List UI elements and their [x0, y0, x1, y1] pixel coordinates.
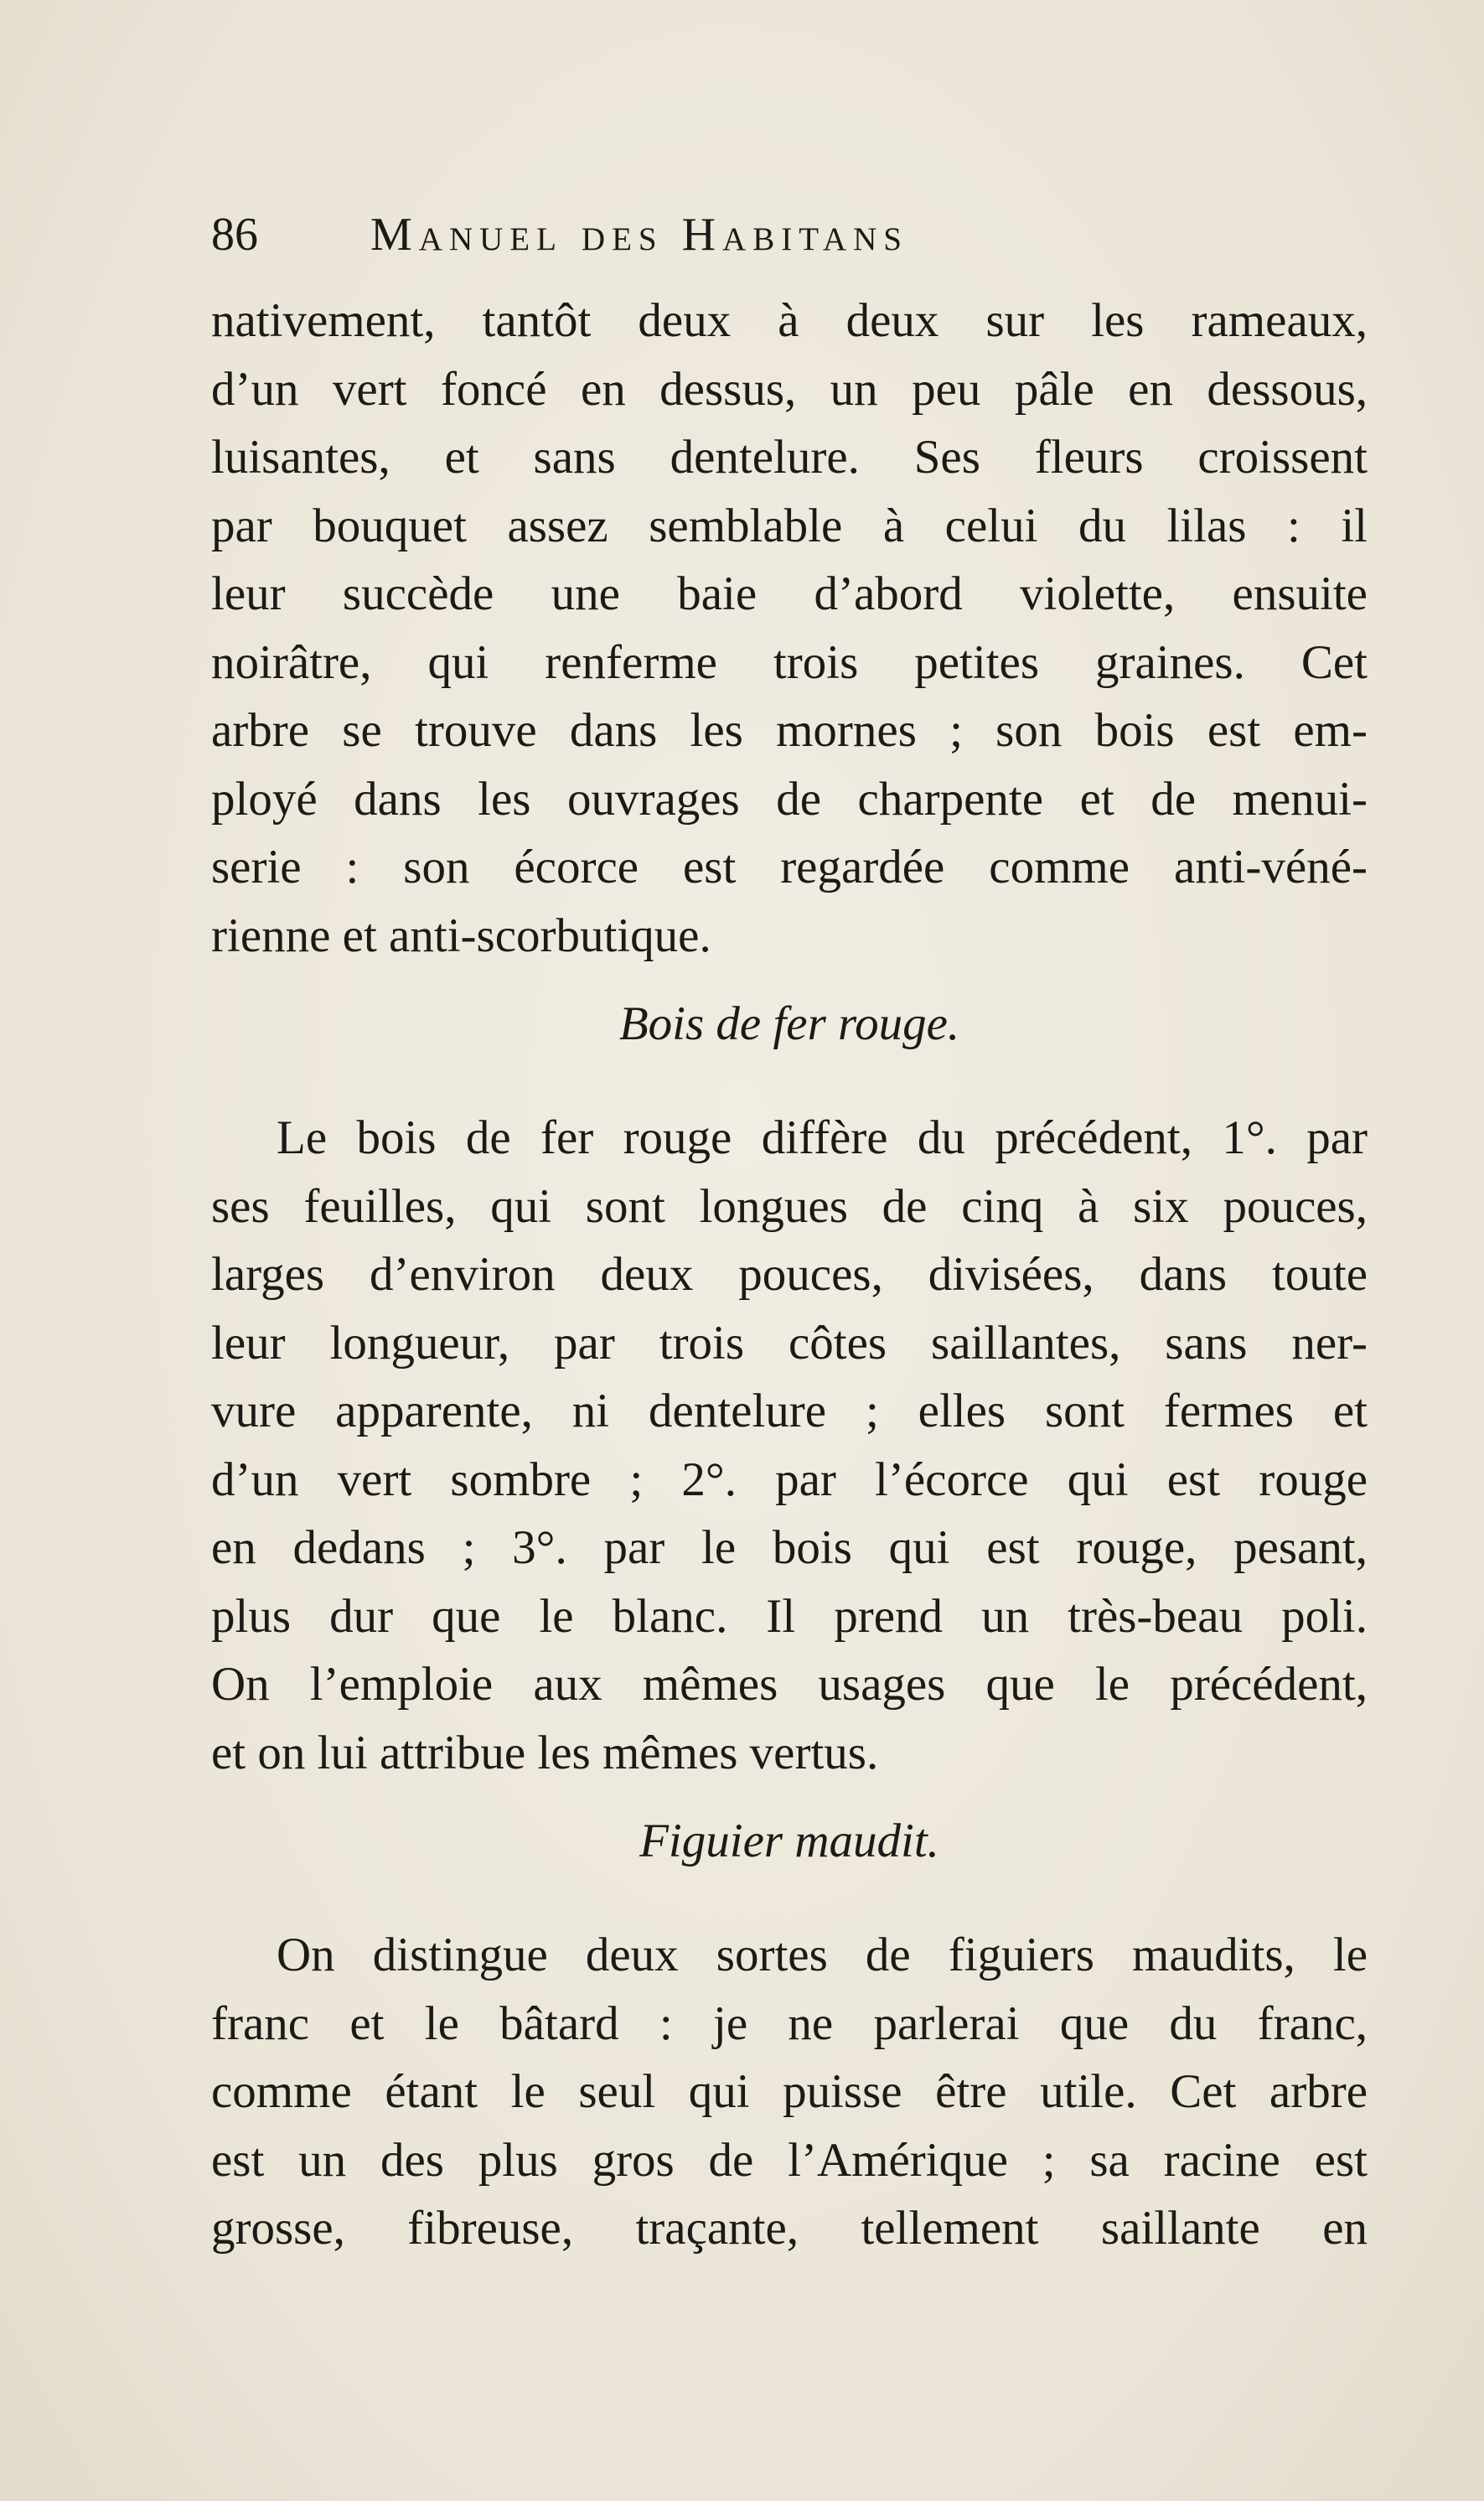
- text-line: luisantes, et sans dentelure. Ses fleurs croissent: [211, 431, 1368, 484]
- page-header: [211, 201, 1384, 268]
- text-line: On l’emploie aux mêmes usages que le précédent,: [211, 1658, 1368, 1711]
- page-number: 86: [211, 209, 258, 261]
- text-line: nativement, tantôt deux à deux sur les rameaux,: [211, 294, 1368, 347]
- text-line: comme étant le seul qui puisse être utile. Cet arbre: [211, 2065, 1368, 2118]
- text-line: rienne et anti-scorbutique.: [211, 909, 711, 962]
- text-line: serie : son écorce est regardée comme anti-véné-: [211, 841, 1368, 893]
- text-line: arbre se trouve dans les mornes ; son bois est em-: [211, 704, 1368, 757]
- text-line: leur succède une baie d’abord violette, ensuite: [211, 567, 1368, 620]
- section-heading-figuier-maudit: Figuier maudit.: [639, 1815, 939, 1867]
- text-line: franc et le bâtard : je ne parlerai que du franc,: [211, 1996, 1368, 2050]
- text-line: grosse, fibreuse, traçante, tellement saillante en: [211, 2202, 1368, 2255]
- text-line: d’un vert foncé en dessus, un peu pâle en dessous,: [211, 362, 1368, 416]
- text-line: Le bois de fer rouge diffère du précédent, 1°. par: [277, 1111, 1368, 1164]
- text-line: et on lui attribue les mêmes vertus.: [211, 1726, 879, 1779]
- text-line: vure apparente, ni dentelure ; elles sont fermes et: [211, 1385, 1368, 1437]
- text-line: en dedans ; 3°. par le bois qui est rouge, pesant,: [211, 1521, 1368, 1574]
- section-figuier-maudit: [211, 1921, 1368, 2263]
- section-heading-bois-de-fer-rouge: Bois de fer rouge.: [618, 997, 960, 1050]
- text-line: est un des plus gros de l’Amérique ; sa racine est: [211, 2133, 1368, 2187]
- text-line: ses feuilles, qui sont longues de cinq à six pouces,: [211, 1179, 1368, 1233]
- section-bois-de-fer-rouge: [211, 1104, 1368, 1787]
- text-block: [211, 287, 1368, 2263]
- section-continuation: [211, 287, 1368, 970]
- text-line: larges d’environ deux pouces, divisées, dans toute: [211, 1248, 1368, 1301]
- text-line: On distingue deux sortes de figuiers maudits, le: [277, 1929, 1368, 1981]
- text-line: d’un vert sombre ; 2°. par l’écorce qui est rouge: [211, 1452, 1368, 1506]
- text-line: noirâtre, qui renferme trois petites graines. Cet: [211, 635, 1368, 689]
- text-line: plus dur que le blanc. Il prend un très-beau poli.: [211, 1589, 1368, 1643]
- text-line: ployé dans les ouvrages de charpente et de menui-: [211, 772, 1368, 826]
- text-line: par bouquet assez semblable à celui du lilas : il: [211, 499, 1368, 552]
- running-head: Manuel des Habitans: [370, 209, 908, 261]
- text-line: leur longueur, par trois côtes saillantes, sans ner-: [211, 1316, 1368, 1370]
